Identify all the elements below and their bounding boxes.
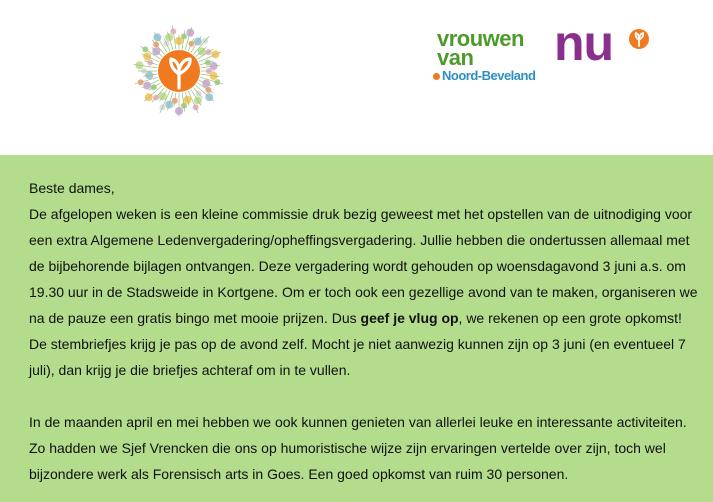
newsletter-content (0, 155, 713, 502)
paragraph-2: In de maanden april en mei hebben we ook kunnen genieten van allerlei leuke en interessante activiteiten. Zo hadden we Sjef Vrencken die ons op humoristische wijze zijn ervaringen vertelde over zijn, toch wel bijzondere werk als Forensisch arts in Goes. Een goed opkomst van ruim 30 personen. (29, 414, 687, 482)
brand-sub-text: Noord-Beveland (442, 68, 536, 83)
brand-line-vrouwen: vrouwen (437, 26, 524, 51)
brand-line-noord-beveland (433, 68, 535, 83)
paragraph-1 (29, 175, 699, 383)
greeting: Beste dames, (29, 180, 115, 196)
brand-logo (430, 15, 660, 88)
brand-line-nu: nu (554, 15, 614, 71)
paragraph-1-emphasis: geef je vlug op (360, 310, 459, 326)
brand-mark-icon (628, 28, 650, 50)
paragraph-1-text-b: , we rekenen op een grote opkomst! De stembriefjes krijg je pas op de avond zelf. Mocht je niet aanwezig kunnen zijn op 3 juni (en eventueel 7 juli), dan krijg je die briefjes achteraf om in te vullen. (29, 310, 686, 378)
orange-dot-icon (433, 73, 440, 80)
letter-text (29, 175, 699, 487)
header (0, 0, 713, 155)
brand-line-van: van (437, 45, 474, 70)
paragraph-1-text-a: De afgelopen weken is een kleine commissie druk bezig geweest met het opstellen van de uitnodiging voor een extra Algemene Ledenvergadering/opheffingsvergadering. Jullie hebben die ondertussen allemaal met de bijbehorende bijlagen ontvangen. Deze vergadering wordt gehouden op woensdagavond 3 juni a.s. om 19.30 uur in de Stadsweide in Kortgene. Om er toch ook een gezellige avond van te maken, organiseren we na de pauze een gratis bingo met mooie prijzen. Dus (29, 206, 698, 326)
flower-logo-icon (130, 18, 228, 124)
